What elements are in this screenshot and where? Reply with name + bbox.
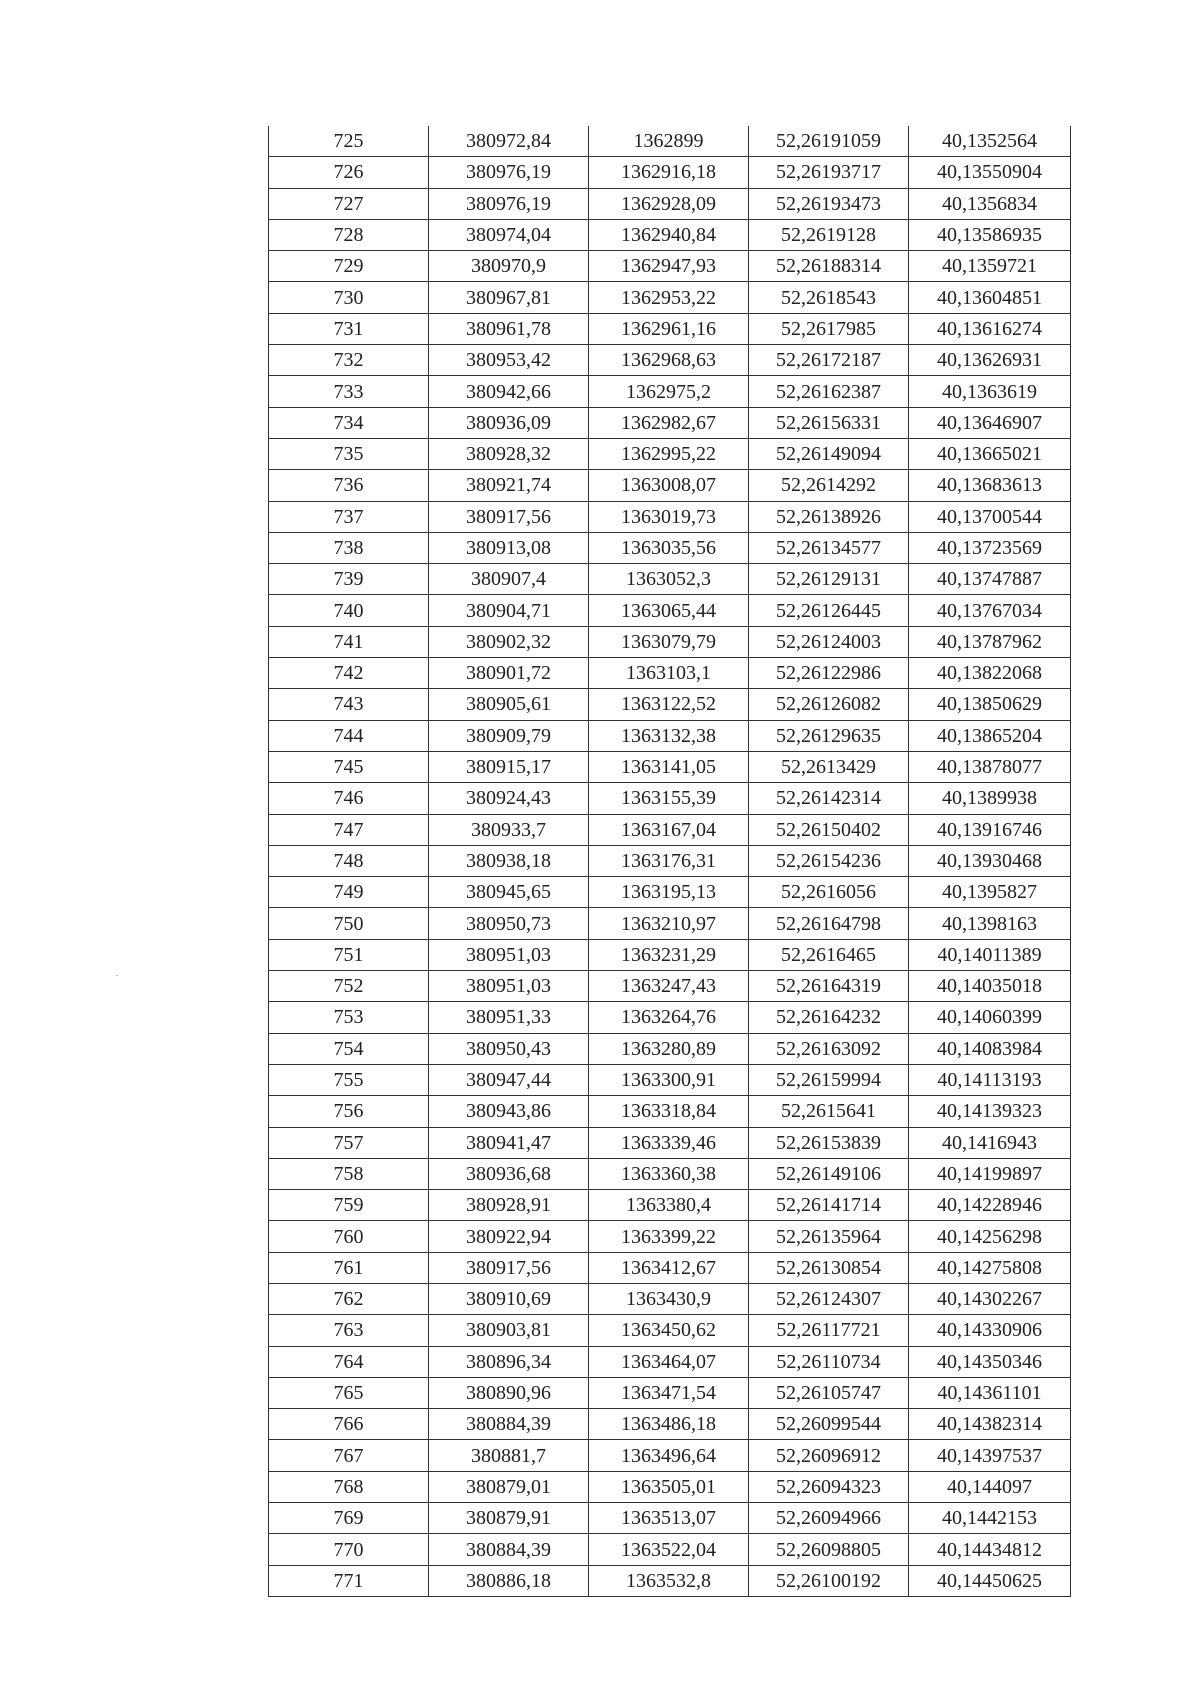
table-row (269, 1377, 1071, 1408)
y-coordinate-cell: 1363264,76 (589, 1002, 749, 1033)
longitude-cell: 40,14350346 (909, 1346, 1071, 1377)
longitude-cell: 40,1442153 (909, 1503, 1071, 1534)
longitude-cell: 40,14139323 (909, 1096, 1071, 1127)
latitude-cell: 52,26122986 (749, 658, 909, 689)
latitude-cell: 52,2616465 (749, 939, 909, 970)
table-row (269, 407, 1071, 438)
point-number-cell: 729 (269, 251, 429, 282)
latitude-cell: 52,26153839 (749, 1127, 909, 1158)
x-coordinate-cell: 380951,03 (429, 939, 589, 970)
point-number-cell: 736 (269, 470, 429, 501)
y-coordinate-cell: 1362953,22 (589, 282, 749, 313)
latitude-cell: 52,2613429 (749, 751, 909, 782)
latitude-cell: 52,26164232 (749, 1002, 909, 1033)
latitude-cell: 52,26126082 (749, 689, 909, 720)
latitude-cell: 52,26163092 (749, 1033, 909, 1064)
table-row (269, 1127, 1071, 1158)
x-coordinate-cell: 380910,69 (429, 1283, 589, 1314)
table-row (269, 1409, 1071, 1440)
point-number-cell: 746 (269, 783, 429, 814)
y-coordinate-cell: 1363008,07 (589, 470, 749, 501)
x-coordinate-cell: 380886,18 (429, 1565, 589, 1596)
latitude-cell: 52,26191059 (749, 126, 909, 157)
x-coordinate-cell: 380901,72 (429, 658, 589, 689)
point-number-cell: 754 (269, 1033, 429, 1064)
latitude-cell: 52,26142314 (749, 783, 909, 814)
table-row (269, 1471, 1071, 1502)
latitude-cell: 52,26094966 (749, 1503, 909, 1534)
longitude-cell: 40,13747887 (909, 564, 1071, 595)
longitude-cell: 40,14302267 (909, 1283, 1071, 1314)
longitude-cell: 40,13586935 (909, 219, 1071, 250)
table-row (269, 971, 1071, 1002)
longitude-cell: 40,13665021 (909, 438, 1071, 469)
latitude-cell: 52,2614292 (749, 470, 909, 501)
table-row (269, 1503, 1071, 1534)
y-coordinate-cell: 1363195,13 (589, 877, 749, 908)
table-row (269, 501, 1071, 532)
y-coordinate-cell: 1363464,07 (589, 1346, 749, 1377)
x-coordinate-cell: 380942,66 (429, 376, 589, 407)
table-row (269, 376, 1071, 407)
point-number-cell: 728 (269, 219, 429, 250)
x-coordinate-cell: 380951,03 (429, 971, 589, 1002)
longitude-cell: 40,13767034 (909, 595, 1071, 626)
longitude-cell: 40,14256298 (909, 1221, 1071, 1252)
longitude-cell: 40,14330906 (909, 1315, 1071, 1346)
y-coordinate-cell: 1363019,73 (589, 501, 749, 532)
point-number-cell: 756 (269, 1096, 429, 1127)
point-number-cell: 748 (269, 845, 429, 876)
longitude-cell: 40,144097 (909, 1471, 1071, 1502)
latitude-cell: 52,26154236 (749, 845, 909, 876)
longitude-cell: 40,13916746 (909, 814, 1071, 845)
table-row (269, 1190, 1071, 1221)
y-coordinate-cell: 1363513,07 (589, 1503, 749, 1534)
table-row (269, 1440, 1071, 1471)
latitude-cell: 52,26150402 (749, 814, 909, 845)
latitude-cell: 52,26105747 (749, 1377, 909, 1408)
latitude-cell: 52,26149094 (749, 438, 909, 469)
latitude-cell: 52,26159994 (749, 1064, 909, 1095)
point-number-cell: 732 (269, 345, 429, 376)
y-coordinate-cell: 1363247,43 (589, 971, 749, 1002)
coordinates-table-body (269, 126, 1071, 1596)
y-coordinate-cell: 1363300,91 (589, 1064, 749, 1095)
point-number-cell: 760 (269, 1221, 429, 1252)
longitude-cell: 40,13626931 (909, 345, 1071, 376)
table-row (269, 626, 1071, 657)
table-row (269, 1534, 1071, 1565)
y-coordinate-cell: 1363155,39 (589, 783, 749, 814)
latitude-cell: 52,2617985 (749, 313, 909, 344)
table-row (269, 939, 1071, 970)
latitude-cell: 52,2619128 (749, 219, 909, 250)
y-coordinate-cell: 1363430,9 (589, 1283, 749, 1314)
table-row (269, 1315, 1071, 1346)
y-coordinate-cell: 1363052,3 (589, 564, 749, 595)
x-coordinate-cell: 380951,33 (429, 1002, 589, 1033)
longitude-cell: 40,14361101 (909, 1377, 1071, 1408)
table-row (269, 689, 1071, 720)
table-row (269, 313, 1071, 344)
y-coordinate-cell: 1362928,09 (589, 188, 749, 219)
y-coordinate-cell: 1363231,29 (589, 939, 749, 970)
x-coordinate-cell: 380967,81 (429, 282, 589, 313)
table-row (269, 438, 1071, 469)
latitude-cell: 52,26129635 (749, 720, 909, 751)
point-number-cell: 758 (269, 1158, 429, 1189)
x-coordinate-cell: 380945,65 (429, 877, 589, 908)
y-coordinate-cell: 1362961,16 (589, 313, 749, 344)
point-number-cell: 734 (269, 407, 429, 438)
x-coordinate-cell: 380881,7 (429, 1440, 589, 1471)
longitude-cell: 40,13850629 (909, 689, 1071, 720)
latitude-cell: 52,26096912 (749, 1440, 909, 1471)
table-row (269, 658, 1071, 689)
y-coordinate-cell: 1363486,18 (589, 1409, 749, 1440)
table-row (269, 470, 1071, 501)
y-coordinate-cell: 1362968,63 (589, 345, 749, 376)
y-coordinate-cell: 1363339,46 (589, 1127, 749, 1158)
point-number-cell: 725 (269, 126, 429, 157)
x-coordinate-cell: 380917,56 (429, 1252, 589, 1283)
y-coordinate-cell: 1362995,22 (589, 438, 749, 469)
table-row (269, 595, 1071, 626)
x-coordinate-cell: 380936,68 (429, 1158, 589, 1189)
point-number-cell: 745 (269, 751, 429, 782)
longitude-cell: 40,1352564 (909, 126, 1071, 157)
longitude-cell: 40,1356834 (909, 188, 1071, 219)
table-row (269, 564, 1071, 595)
longitude-cell: 40,13616274 (909, 313, 1071, 344)
latitude-cell: 52,26124307 (749, 1283, 909, 1314)
longitude-cell: 40,1395827 (909, 877, 1071, 908)
table-row (269, 1283, 1071, 1314)
latitude-cell: 52,26188314 (749, 251, 909, 282)
y-coordinate-cell: 1362982,67 (589, 407, 749, 438)
latitude-cell: 52,26172187 (749, 345, 909, 376)
y-coordinate-cell: 1363079,79 (589, 626, 749, 657)
x-coordinate-cell: 380890,96 (429, 1377, 589, 1408)
y-coordinate-cell: 1362916,18 (589, 157, 749, 188)
y-coordinate-cell: 1362975,2 (589, 376, 749, 407)
table-row (269, 1565, 1071, 1596)
latitude-cell: 52,26100192 (749, 1565, 909, 1596)
x-coordinate-cell: 380902,32 (429, 626, 589, 657)
y-coordinate-cell: 1363280,89 (589, 1033, 749, 1064)
longitude-cell: 40,13723569 (909, 532, 1071, 563)
longitude-cell: 40,14199897 (909, 1158, 1071, 1189)
x-coordinate-cell: 380905,61 (429, 689, 589, 720)
point-number-cell: 759 (269, 1190, 429, 1221)
latitude-cell: 52,26193473 (749, 188, 909, 219)
point-number-cell: 727 (269, 188, 429, 219)
point-number-cell: 735 (269, 438, 429, 469)
y-coordinate-cell: 1363360,38 (589, 1158, 749, 1189)
x-coordinate-cell: 380921,74 (429, 470, 589, 501)
longitude-cell: 40,13822068 (909, 658, 1071, 689)
y-coordinate-cell: 1363522,04 (589, 1534, 749, 1565)
table-row (269, 1346, 1071, 1377)
x-coordinate-cell: 380922,94 (429, 1221, 589, 1252)
latitude-cell: 52,26164319 (749, 971, 909, 1002)
table-row (269, 1221, 1071, 1252)
latitude-cell: 52,26193717 (749, 157, 909, 188)
longitude-cell: 40,1398163 (909, 908, 1071, 939)
longitude-cell: 40,13878077 (909, 751, 1071, 782)
latitude-cell: 52,26134577 (749, 532, 909, 563)
y-coordinate-cell: 1362899 (589, 126, 749, 157)
point-number-cell: 761 (269, 1252, 429, 1283)
point-number-cell: 769 (269, 1503, 429, 1534)
coordinates-table (268, 126, 1071, 1597)
x-coordinate-cell: 380933,7 (429, 814, 589, 845)
table-row (269, 188, 1071, 219)
point-number-cell: 767 (269, 1440, 429, 1471)
table-row (269, 845, 1071, 876)
longitude-cell: 40,14275808 (909, 1252, 1071, 1283)
x-coordinate-cell: 380928,91 (429, 1190, 589, 1221)
table-row (269, 1096, 1071, 1127)
x-coordinate-cell: 380938,18 (429, 845, 589, 876)
point-number-cell: 771 (269, 1565, 429, 1596)
point-number-cell: 750 (269, 908, 429, 939)
point-number-cell: 770 (269, 1534, 429, 1565)
y-coordinate-cell: 1363122,52 (589, 689, 749, 720)
x-coordinate-cell: 380950,43 (429, 1033, 589, 1064)
longitude-cell: 40,14434812 (909, 1534, 1071, 1565)
longitude-cell: 40,13865204 (909, 720, 1071, 751)
point-number-cell: 743 (269, 689, 429, 720)
y-coordinate-cell: 1363412,67 (589, 1252, 749, 1283)
point-number-cell: 738 (269, 532, 429, 563)
x-coordinate-cell: 380943,86 (429, 1096, 589, 1127)
x-coordinate-cell: 380903,81 (429, 1315, 589, 1346)
latitude-cell: 52,2615641 (749, 1096, 909, 1127)
table-row (269, 1033, 1071, 1064)
latitude-cell: 52,26135964 (749, 1221, 909, 1252)
point-number-cell: 731 (269, 313, 429, 344)
x-coordinate-cell: 380896,34 (429, 1346, 589, 1377)
x-coordinate-cell: 380976,19 (429, 188, 589, 219)
latitude-cell: 52,26149106 (749, 1158, 909, 1189)
longitude-cell: 40,13683613 (909, 470, 1071, 501)
x-coordinate-cell: 380907,4 (429, 564, 589, 595)
x-coordinate-cell: 380917,56 (429, 501, 589, 532)
latitude-cell: 52,26094323 (749, 1471, 909, 1502)
point-number-cell: 726 (269, 157, 429, 188)
y-coordinate-cell: 1363065,44 (589, 595, 749, 626)
table-row (269, 1158, 1071, 1189)
table-row (269, 157, 1071, 188)
x-coordinate-cell: 380970,9 (429, 251, 589, 282)
longitude-cell: 40,13604851 (909, 282, 1071, 313)
x-coordinate-cell: 380974,04 (429, 219, 589, 250)
point-number-cell: 751 (269, 939, 429, 970)
latitude-cell: 52,26162387 (749, 376, 909, 407)
table-row (269, 219, 1071, 250)
longitude-cell: 40,1416943 (909, 1127, 1071, 1158)
table-row (269, 751, 1071, 782)
latitude-cell: 52,2618543 (749, 282, 909, 313)
point-number-cell: 730 (269, 282, 429, 313)
table-row (269, 877, 1071, 908)
table-row (269, 1064, 1071, 1095)
longitude-cell: 40,13646907 (909, 407, 1071, 438)
longitude-cell: 40,13550904 (909, 157, 1071, 188)
y-coordinate-cell: 1363532,8 (589, 1565, 749, 1596)
latitude-cell: 52,26130854 (749, 1252, 909, 1283)
x-coordinate-cell: 380972,84 (429, 126, 589, 157)
table-row (269, 1002, 1071, 1033)
longitude-cell: 40,14450625 (909, 1565, 1071, 1596)
x-coordinate-cell: 380909,79 (429, 720, 589, 751)
y-coordinate-cell: 1363380,4 (589, 1190, 749, 1221)
y-coordinate-cell: 1363399,22 (589, 1221, 749, 1252)
x-coordinate-cell: 380904,71 (429, 595, 589, 626)
y-coordinate-cell: 1363471,54 (589, 1377, 749, 1408)
y-coordinate-cell: 1363103,1 (589, 658, 749, 689)
x-coordinate-cell: 380913,08 (429, 532, 589, 563)
latitude-cell: 52,2616056 (749, 877, 909, 908)
table-row (269, 908, 1071, 939)
longitude-cell: 40,14382314 (909, 1409, 1071, 1440)
table-row (269, 126, 1071, 157)
longitude-cell: 40,14228946 (909, 1190, 1071, 1221)
table-row (269, 251, 1071, 282)
table-row (269, 532, 1071, 563)
x-coordinate-cell: 380928,32 (429, 438, 589, 469)
x-coordinate-cell: 380879,91 (429, 1503, 589, 1534)
longitude-cell: 40,1359721 (909, 251, 1071, 282)
y-coordinate-cell: 1363035,56 (589, 532, 749, 563)
y-coordinate-cell: 1362940,84 (589, 219, 749, 250)
point-number-cell: 755 (269, 1064, 429, 1095)
y-coordinate-cell: 1362947,93 (589, 251, 749, 282)
point-number-cell: 765 (269, 1377, 429, 1408)
point-number-cell: 741 (269, 626, 429, 657)
y-coordinate-cell: 1363450,62 (589, 1315, 749, 1346)
point-number-cell: 764 (269, 1346, 429, 1377)
latitude-cell: 52,26138926 (749, 501, 909, 532)
longitude-cell: 40,14035018 (909, 971, 1071, 1002)
table-row (269, 814, 1071, 845)
table-row (269, 720, 1071, 751)
y-coordinate-cell: 1363496,64 (589, 1440, 749, 1471)
x-coordinate-cell: 380879,01 (429, 1471, 589, 1502)
longitude-cell: 40,13930468 (909, 845, 1071, 876)
y-coordinate-cell: 1363505,01 (589, 1471, 749, 1502)
y-coordinate-cell: 1363318,84 (589, 1096, 749, 1127)
scan-speck (116, 975, 118, 976)
point-number-cell: 766 (269, 1409, 429, 1440)
point-number-cell: 742 (269, 658, 429, 689)
longitude-cell: 40,13787962 (909, 626, 1071, 657)
point-number-cell: 768 (269, 1471, 429, 1502)
point-number-cell: 752 (269, 971, 429, 1002)
point-number-cell: 753 (269, 1002, 429, 1033)
point-number-cell: 737 (269, 501, 429, 532)
y-coordinate-cell: 1363167,04 (589, 814, 749, 845)
longitude-cell: 40,14113193 (909, 1064, 1071, 1095)
point-number-cell: 733 (269, 376, 429, 407)
y-coordinate-cell: 1363141,05 (589, 751, 749, 782)
latitude-cell: 52,26126445 (749, 595, 909, 626)
table-row (269, 282, 1071, 313)
latitude-cell: 52,26156331 (749, 407, 909, 438)
y-coordinate-cell: 1363210,97 (589, 908, 749, 939)
point-number-cell: 739 (269, 564, 429, 595)
table-row (269, 1252, 1071, 1283)
x-coordinate-cell: 380915,17 (429, 751, 589, 782)
longitude-cell: 40,14011389 (909, 939, 1071, 970)
table-row (269, 783, 1071, 814)
latitude-cell: 52,26124003 (749, 626, 909, 657)
x-coordinate-cell: 380936,09 (429, 407, 589, 438)
point-number-cell: 757 (269, 1127, 429, 1158)
x-coordinate-cell: 380953,42 (429, 345, 589, 376)
x-coordinate-cell: 380884,39 (429, 1534, 589, 1565)
latitude-cell: 52,26099544 (749, 1409, 909, 1440)
point-number-cell: 763 (269, 1315, 429, 1346)
longitude-cell: 40,1389938 (909, 783, 1071, 814)
longitude-cell: 40,14060399 (909, 1002, 1071, 1033)
x-coordinate-cell: 380950,73 (429, 908, 589, 939)
point-number-cell: 744 (269, 720, 429, 751)
point-number-cell: 740 (269, 595, 429, 626)
x-coordinate-cell: 380976,19 (429, 157, 589, 188)
point-number-cell: 747 (269, 814, 429, 845)
longitude-cell: 40,14083984 (909, 1033, 1071, 1064)
longitude-cell: 40,1363619 (909, 376, 1071, 407)
latitude-cell: 52,26098805 (749, 1534, 909, 1565)
x-coordinate-cell: 380941,47 (429, 1127, 589, 1158)
x-coordinate-cell: 380947,44 (429, 1064, 589, 1095)
table-row (269, 345, 1071, 376)
longitude-cell: 40,14397537 (909, 1440, 1071, 1471)
longitude-cell: 40,13700544 (909, 501, 1071, 532)
x-coordinate-cell: 380961,78 (429, 313, 589, 344)
latitude-cell: 52,26141714 (749, 1190, 909, 1221)
y-coordinate-cell: 1363132,38 (589, 720, 749, 751)
latitude-cell: 52,26117721 (749, 1315, 909, 1346)
point-number-cell: 749 (269, 877, 429, 908)
x-coordinate-cell: 380924,43 (429, 783, 589, 814)
x-coordinate-cell: 380884,39 (429, 1409, 589, 1440)
latitude-cell: 52,26110734 (749, 1346, 909, 1377)
latitude-cell: 52,26129131 (749, 564, 909, 595)
point-number-cell: 762 (269, 1283, 429, 1314)
latitude-cell: 52,26164798 (749, 908, 909, 939)
y-coordinate-cell: 1363176,31 (589, 845, 749, 876)
